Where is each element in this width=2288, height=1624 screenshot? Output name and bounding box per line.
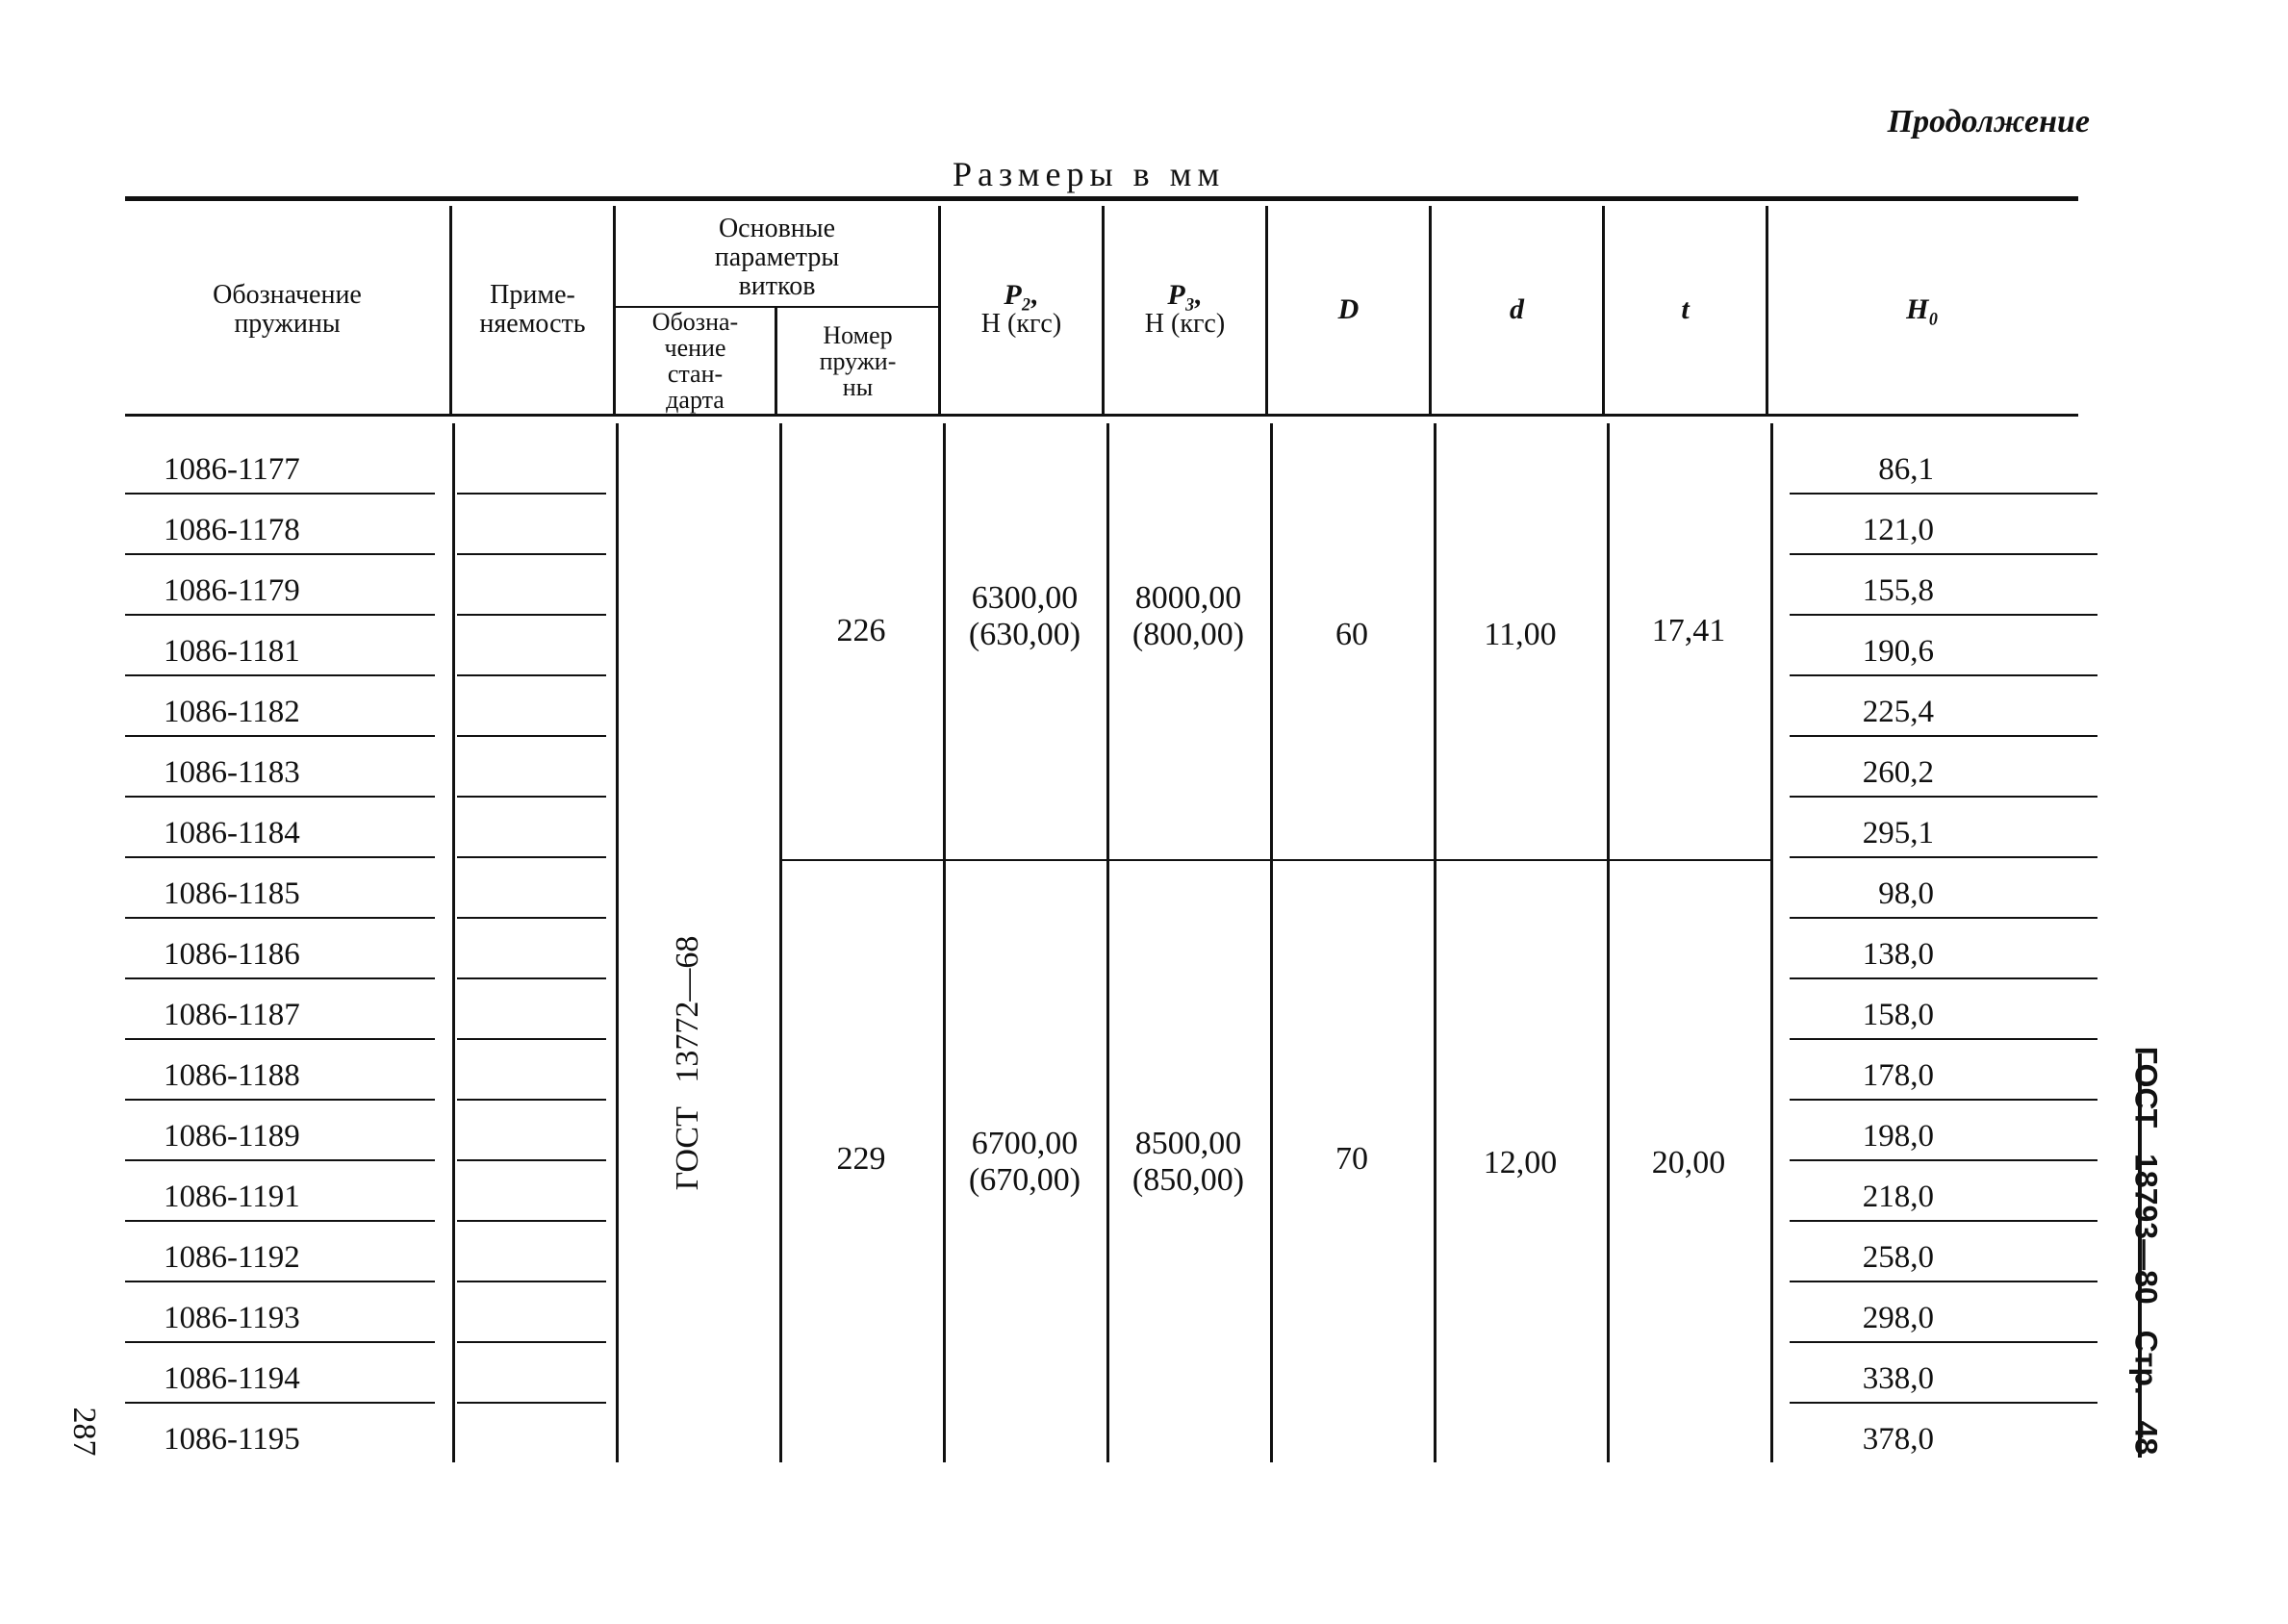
row-rule — [1790, 917, 2097, 919]
row-rule — [1790, 1402, 2097, 1404]
row-rule — [1790, 614, 2097, 616]
row-rule — [457, 1220, 606, 1222]
row-rule — [125, 493, 435, 495]
p2-value: 6300,00 — [971, 580, 1079, 616]
spring-designation: 1086-1181 — [164, 634, 300, 669]
row-rule — [457, 977, 606, 979]
free-length-value: 121,0 — [1862, 513, 1934, 547]
row-rule — [125, 614, 435, 616]
header-standard: Обозначение стандарта — [651, 308, 739, 414]
free-length-value: 338,0 — [1862, 1361, 1934, 1396]
row-rule — [457, 1038, 606, 1040]
row-rule — [125, 917, 435, 919]
row-rule — [125, 1402, 435, 1404]
body-divider — [1106, 423, 1109, 1462]
header-coil-parameters: Основные параметры витков — [714, 214, 840, 301]
row-rule — [1790, 1038, 2097, 1040]
row-rule — [457, 856, 606, 858]
row-rule — [125, 1281, 435, 1282]
spring-designation: 1086-1194 — [164, 1361, 300, 1396]
free-length-value: 178,0 — [1862, 1058, 1934, 1093]
row-rule — [125, 735, 435, 737]
body-divider — [616, 423, 619, 1462]
wire-diameter-value: 12,00 — [1483, 1145, 1558, 1180]
body-divider — [1270, 423, 1273, 1462]
row-rule — [125, 977, 435, 979]
spring-designation: 1086-1179 — [164, 573, 300, 608]
p2-kgf-value: (670,00) — [968, 1162, 1081, 1198]
free-length-value: 86,1 — [1878, 452, 1934, 487]
row-rule — [1790, 1099, 2097, 1101]
spring-designation: 1086-1192 — [164, 1240, 300, 1275]
row-rule — [1790, 553, 2097, 555]
body-divider — [452, 423, 455, 1462]
row-rule — [1790, 856, 2097, 858]
free-length-value: 198,0 — [1862, 1119, 1934, 1154]
spring-designation: 1086-1195 — [164, 1422, 300, 1457]
row-rule — [125, 1159, 435, 1161]
spring-designation: 1086-1184 — [164, 816, 300, 850]
row-rule — [125, 856, 435, 858]
spring-designation: 1086-1188 — [164, 1058, 300, 1093]
row-rule — [125, 1220, 435, 1222]
pitch-value: 20,00 — [1651, 1145, 1726, 1180]
row-rule — [457, 1402, 606, 1404]
free-length-value: 98,0 — [1878, 876, 1934, 911]
spring-designation: 1086-1178 — [164, 513, 300, 547]
header-p3: P₃, Н (кгс) — [1144, 279, 1226, 339]
outer-diameter-value: 70 — [1335, 1141, 1368, 1177]
free-length-value: 295,1 — [1862, 816, 1934, 850]
free-length-value: 225,4 — [1862, 695, 1934, 729]
spring-designation: 1086-1186 — [164, 937, 300, 972]
table-header-rule — [125, 414, 2078, 417]
row-rule — [1790, 977, 2097, 979]
row-rule — [457, 493, 606, 495]
header-designation: Обозначение пружины — [213, 280, 362, 339]
row-rule — [125, 553, 435, 555]
sidebar-standard-reference: ГОСТ 18793—80 Стр. 48 — [2128, 1046, 2164, 1456]
body-divider — [943, 423, 946, 1462]
row-rule — [125, 1038, 435, 1040]
free-length-value: 138,0 — [1862, 937, 1934, 972]
spring-designation: 1086-1183 — [164, 755, 300, 790]
body-divider — [1434, 423, 1436, 1462]
p2-value: 6700,00 — [971, 1126, 1079, 1161]
row-rule — [125, 674, 435, 676]
header-outer-diameter: D — [1337, 293, 1360, 325]
row-rule — [457, 796, 606, 798]
spring-number-value: 229 — [836, 1141, 886, 1177]
row-rule — [457, 1159, 606, 1161]
header-wire-diameter: d — [1510, 293, 1524, 325]
header-p2: P₂, Н (кгс) — [980, 279, 1062, 339]
p3-kgf-value: (850,00) — [1131, 1162, 1245, 1198]
spring-designation: 1086-1182 — [164, 695, 300, 729]
row-rule — [1790, 674, 2097, 676]
units-caption: Размеры в мм — [953, 155, 1226, 193]
page-number: 287 — [66, 1407, 102, 1457]
row-rule — [1790, 493, 2097, 495]
row-rule — [457, 1281, 606, 1282]
row-rule — [457, 735, 606, 737]
header-pitch: t — [1681, 293, 1690, 325]
spring-number-value: 226 — [836, 613, 886, 648]
free-length-value: 158,0 — [1862, 998, 1934, 1032]
free-length-value: 378,0 — [1862, 1422, 1934, 1457]
continuation-label: Продолжение — [1887, 104, 2090, 140]
wire-diameter-value: 11,00 — [1484, 617, 1557, 652]
free-length-value: 260,2 — [1862, 755, 1934, 790]
row-rule — [1790, 796, 2097, 798]
row-rule — [457, 674, 606, 676]
header-free-length: H₀ — [1906, 293, 1939, 325]
row-rule — [457, 1099, 606, 1101]
outer-diameter-value: 60 — [1335, 617, 1368, 652]
row-rule — [457, 1341, 606, 1343]
row-rule — [1790, 1341, 2097, 1343]
body-divider — [779, 423, 782, 1462]
spring-designation: 1086-1187 — [164, 998, 300, 1032]
row-rule — [1790, 1220, 2097, 1222]
row-rule — [1790, 1281, 2097, 1282]
p3-value: 8500,00 — [1134, 1126, 1242, 1161]
p3-kgf-value: (800,00) — [1131, 617, 1245, 652]
row-rule — [125, 1099, 435, 1101]
row-rule — [1790, 1159, 2097, 1161]
row-rule — [457, 614, 606, 616]
free-length-value: 218,0 — [1862, 1180, 1934, 1214]
free-length-value: 298,0 — [1862, 1301, 1934, 1335]
free-length-value: 190,6 — [1862, 634, 1934, 669]
table-top-rule — [125, 196, 2078, 201]
row-rule — [457, 917, 606, 919]
standard-designation: ГОСТ 13772—68 — [670, 935, 705, 1191]
p3-value: 8000,00 — [1134, 580, 1242, 616]
row-rule — [125, 1341, 435, 1343]
spring-designation: 1086-1185 — [164, 876, 300, 911]
header-spring-number: Номер пружины — [819, 320, 897, 401]
free-length-value: 155,8 — [1862, 573, 1934, 608]
spring-designation: 1086-1189 — [164, 1119, 300, 1154]
row-rule — [457, 553, 606, 555]
p2-kgf-value: (630,00) — [968, 617, 1081, 652]
row-rule — [1790, 735, 2097, 737]
pitch-value: 17,41 — [1651, 613, 1726, 648]
group-separator — [779, 859, 1770, 861]
free-length-value: 258,0 — [1862, 1240, 1934, 1275]
body-divider — [1607, 423, 1610, 1462]
spring-designation: 1086-1177 — [164, 452, 300, 487]
header-applicability: Применяемость — [479, 280, 586, 339]
spring-designation: 1086-1191 — [164, 1180, 300, 1214]
spring-designation: 1086-1193 — [164, 1301, 300, 1335]
body-divider — [1770, 423, 1773, 1462]
row-rule — [125, 796, 435, 798]
